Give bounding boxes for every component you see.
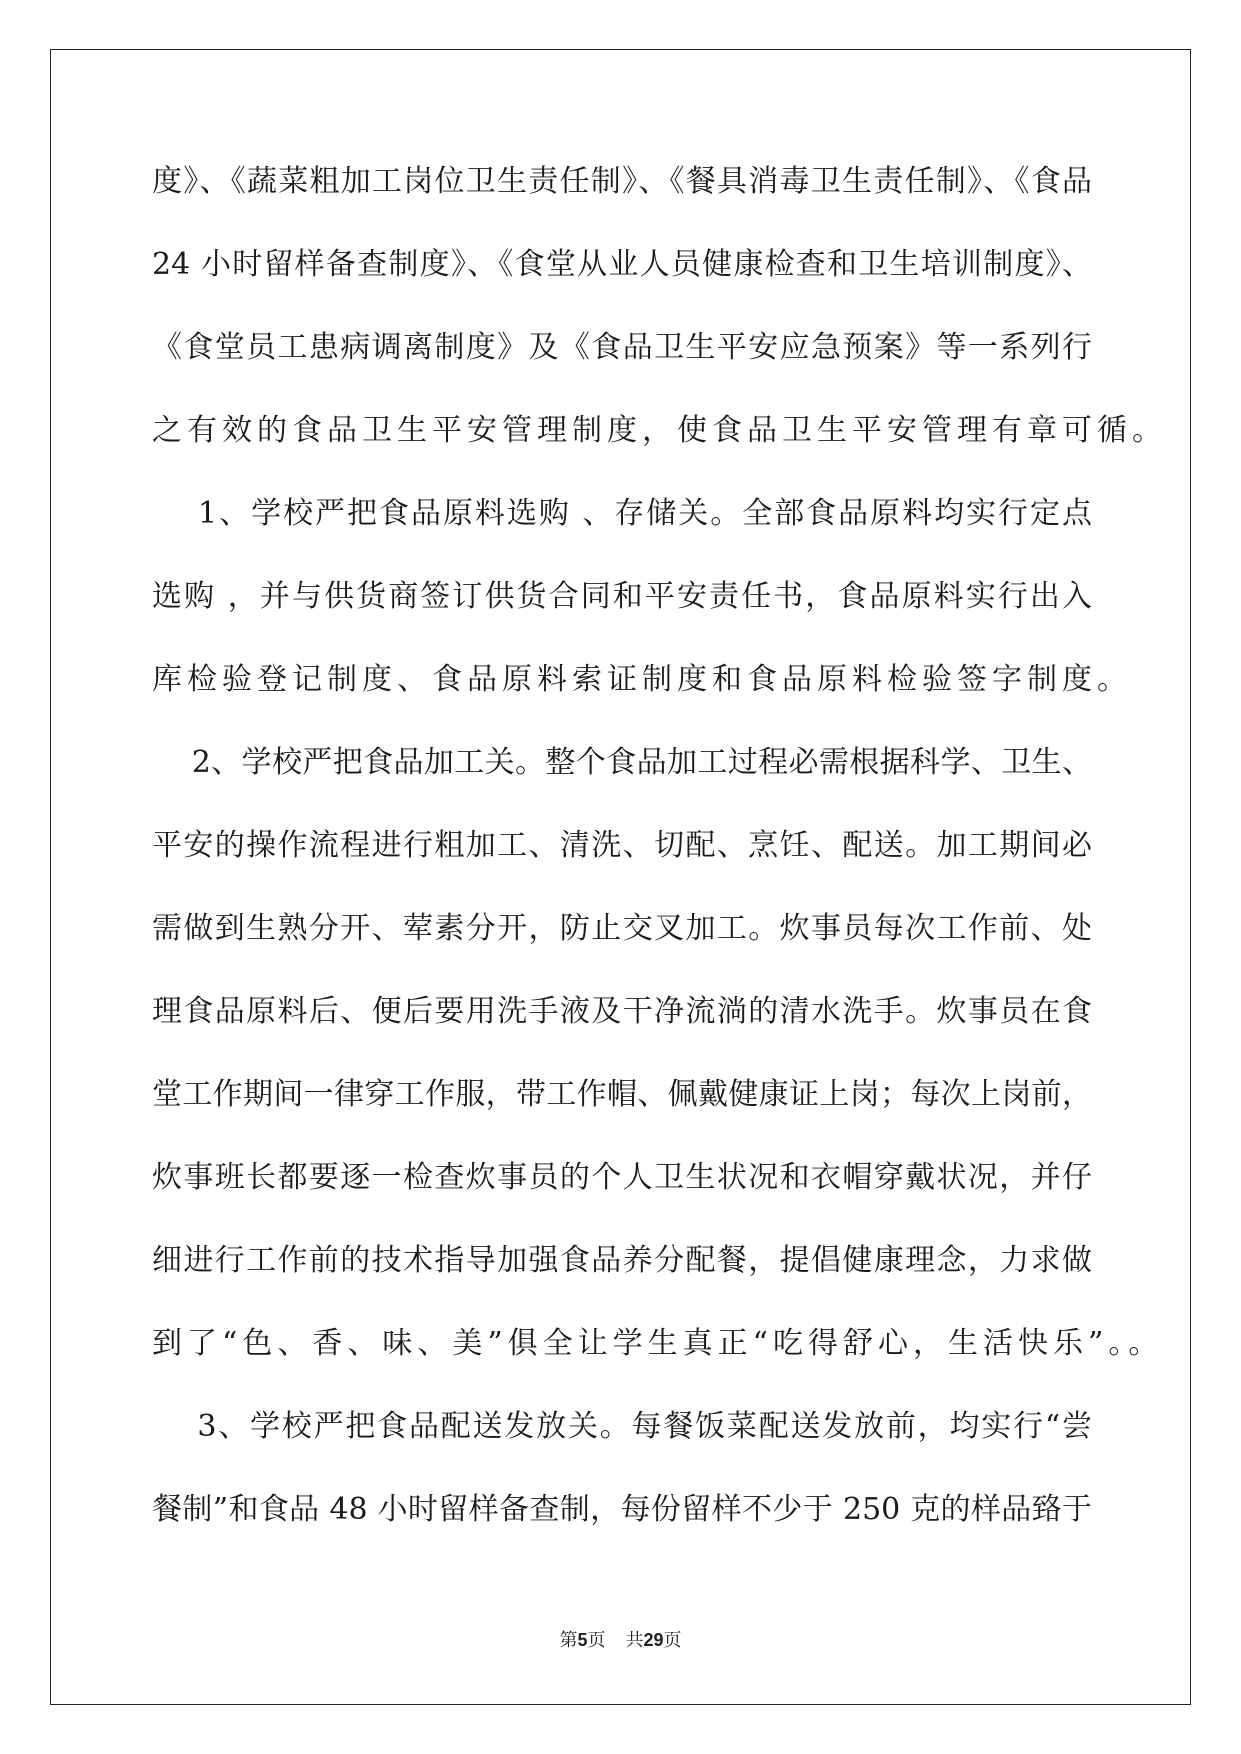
page-number: 5 [577,1630,588,1650]
footer-prefix: 第 [559,1630,578,1651]
text-line: 理食品原料后、便后要用洗手液及干净流淌的清水洗手。炊事员在食 [152,994,1092,1029]
footer-total-suffix: 页 [663,1630,682,1651]
text-line: 到了“色、香、味、美”俱全让学生真正“吃得舒心，生活快乐”。。 [152,1326,1164,1361]
text-line: 24 小时留样备查制度》、《食堂从业人员健康检查和卫生培训制度》、 [152,247,1092,282]
text-line: 平安的操作流程进行粗加工、清洗、切配、烹饪、配送。加工期间必 [152,828,1092,863]
footer-total-prefix: 共 [625,1630,644,1651]
text-line: 堂工作期间一律穿工作服，带工作帽、佩戴健康证上岗；每次上岗前， [152,1077,1092,1112]
text-line: 1、学校严把食品原料选购 、存储关。全部食品原料均实行定点 [152,496,1092,531]
text-line: 库检验登记制度、食品原料索证制度和食品原料检验签字制度。 [152,662,1132,697]
text-line: 细进行工作前的技术指导加强食品养分配餐，提倡健康理念，力求做 [152,1243,1092,1278]
text-line: 餐制”和食品 48 小时留样备查制，每份留样不少于 250 克的样品臵于 [152,1492,1092,1527]
text-line: 《食堂员工患病调离制度》及《食品卫生平安应急预案》等一系列行 [152,330,1092,365]
text-line: 度》、《蔬菜粗加工岗位卫生责任制》、《餐具消毒卫生责任制》、《食品 [152,164,1092,199]
text-line: 2、学校严把食品加工关。整个食品加工过程必需根据科学、卫生、 [152,745,1092,780]
document-body [152,163,1167,1574]
text-line: 之有效的食品卫生平安管理制度，使食品卫生平安管理有章可循。 [152,413,1167,448]
text-line: 选购 ，并与供货商签订供货合同和平安责任书，食品原料实行出入 [152,579,1092,614]
page-footer [0,1626,1241,1652]
text-line: 需做到生熟分开、荤素分开，防止交叉加工。炊事员每次工作前、处 [152,911,1092,946]
text-line: 3、学校严把食品配送发放关。每餐饭菜配送发放前，均实行“尝 [152,1409,1092,1444]
text-line: 炊事班长都要逐一检查炊事员的个人卫生状况和衣帽穿戴状况，并仔 [152,1160,1092,1195]
total-pages: 29 [643,1630,664,1650]
footer-page-suffix: 页 [587,1630,606,1651]
